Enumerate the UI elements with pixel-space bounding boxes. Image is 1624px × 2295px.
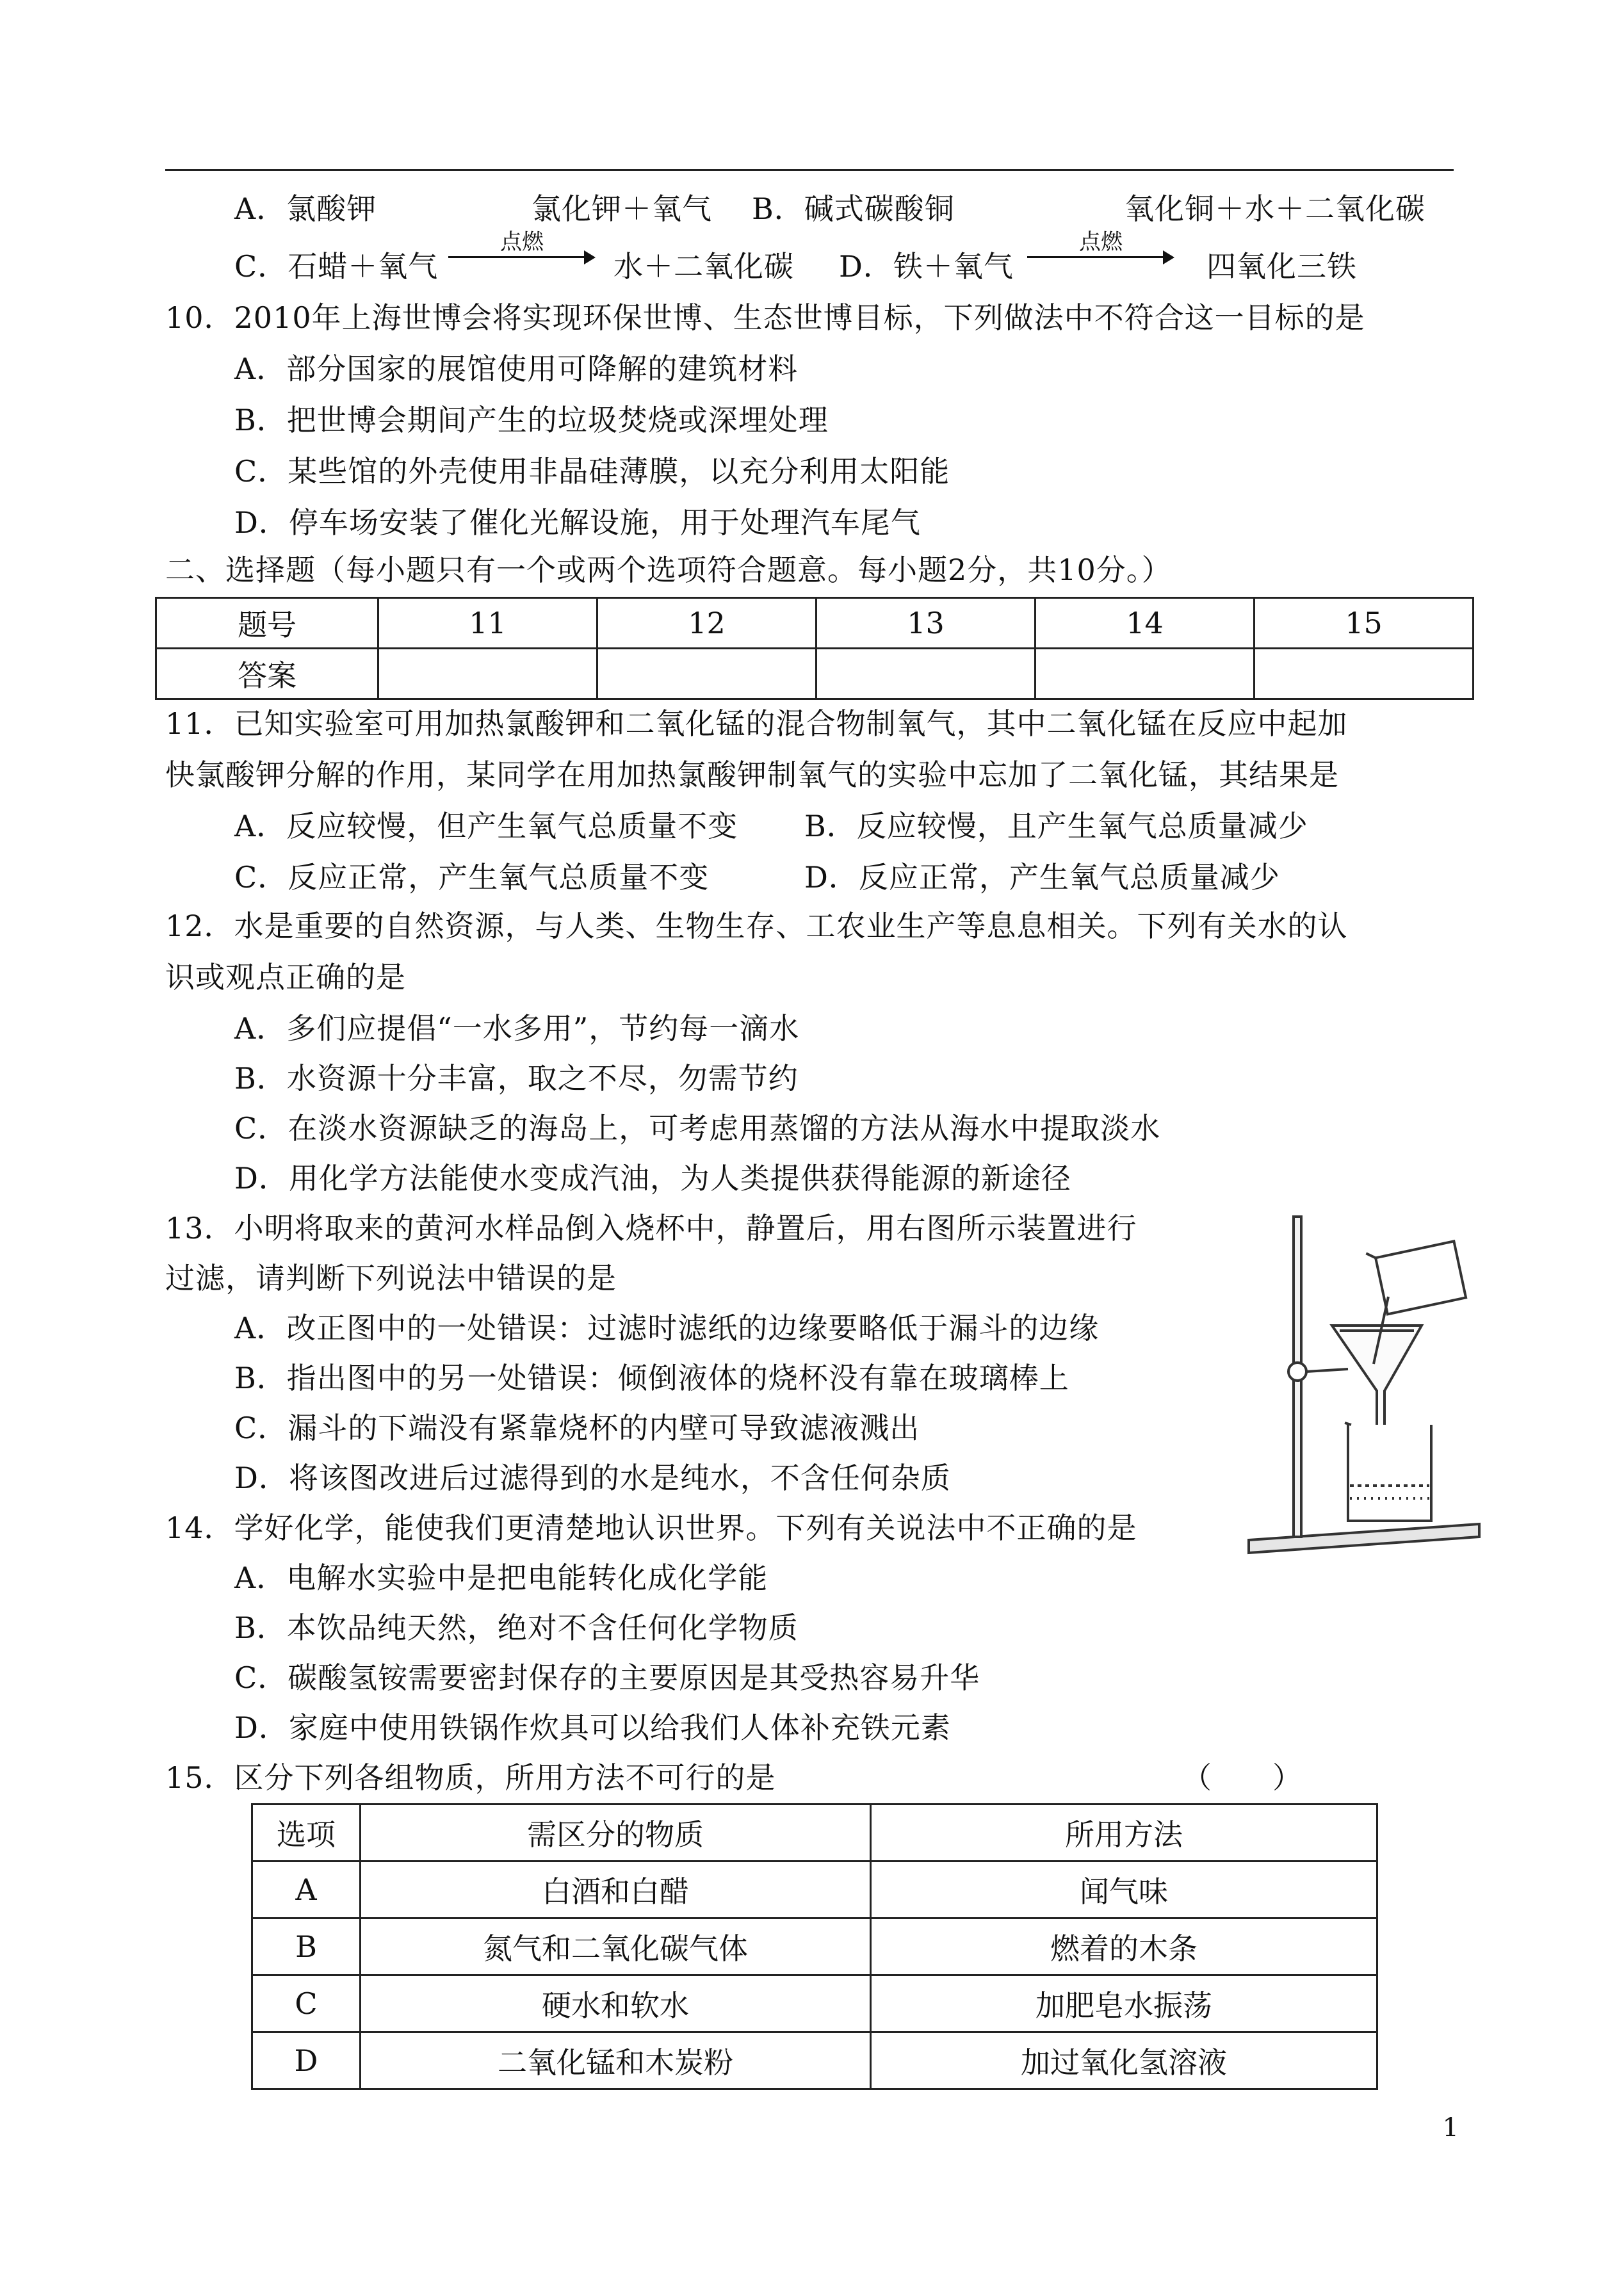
q14-option-b: B．本饮品纯天然，绝对不含任何化学物质	[234, 1610, 799, 1645]
q11-option-c: C．反应正常，产生氧气总质量不变	[234, 860, 710, 895]
answer-cell[interactable]	[597, 649, 816, 699]
q15-header-substances: 需区分的物质	[361, 1804, 871, 1861]
answer-cell[interactable]	[1035, 649, 1255, 699]
q15-table-row	[252, 1975, 1377, 2032]
q9-option-a: A．氯酸钾	[234, 191, 377, 226]
q13-stem-line1: 13．小明将取来的黄河水样品倒入烧杯中，静置后，用右图所示装置进行	[165, 1211, 1137, 1245]
q10-option-d: D．停车场安装了催化光解设施，用于处理汽车尾气	[234, 505, 921, 540]
q12-option-a: A．多们应提倡“一水多用”，节约每一滴水	[234, 1011, 800, 1046]
q9-d-reaction-arrow	[1027, 229, 1174, 269]
q12-stem-line1: 12．水是重要的自然资源，与人类、生物生存、工农业生产等息息相关。下列有关水的认	[165, 909, 1348, 943]
arrow-shaft	[448, 256, 587, 258]
q15-row-substances: 二氧化锰和木炭粉	[361, 2032, 871, 2089]
q12-stem-line2: 识或观点正确的是	[165, 960, 406, 994]
q15-row-option: D	[252, 2032, 361, 2089]
clamp-arm	[1306, 1369, 1348, 1372]
answer-table	[155, 597, 1474, 700]
answer-table-answer-row	[156, 649, 1474, 699]
pouring-beaker	[1366, 1235, 1466, 1317]
q11-option-d: D．反应正常，产生氧气总质量减少	[804, 860, 1280, 895]
q9-option-b-product: 氧化铜＋水＋二氧化碳	[1125, 191, 1425, 226]
answer-table-number: 15	[1255, 598, 1474, 649]
answer-table-label: 答案	[156, 649, 378, 699]
q9-option-b: B．碱式碳酸铜	[752, 191, 955, 226]
q12-option-c: C．在淡水资源缺乏的海岛上，可考虑用蒸馏的方法从海水中提取淡水	[234, 1111, 1161, 1146]
q10-stem: 10．2010年上海世博会将实现环保世博、生态世博目标，下列做法中不符合这一目标的是	[165, 300, 1365, 335]
q9-option-a-product: 氯化钾＋氧气	[532, 191, 712, 226]
arrow-shaft	[1027, 256, 1165, 258]
q15-table-row	[252, 2032, 1377, 2089]
q11-stem-line2: 快氯酸钾分解的作用，某同学在用加热氯酸钾制氧气的实验中忘加了二氧化锰，其结果是	[165, 758, 1339, 792]
q10-option-a: A．部分国家的展馆使用可降解的建筑材料	[234, 352, 799, 386]
q15-row-method: 加肥皂水振荡	[871, 1975, 1377, 2032]
q15-row-method: 加过氧化氢溶液	[871, 2032, 1377, 2089]
q15-header-option: 选项	[252, 1804, 361, 1861]
answer-table-label: 题号	[156, 598, 378, 649]
q11-stem-line1: 11．已知实验室可用加热氯酸钾和二氧化锰的混合物制氧气，其中二氧化锰在反应中起加	[165, 706, 1348, 741]
q13-option-c: C．漏斗的下端没有紧靠烧杯的内壁可导致滤液溅出	[234, 1411, 920, 1445]
q9-option-d-product: 四氧化三铁	[1206, 249, 1357, 284]
q15-row-substances: 氮气和二氧化碳气体	[361, 1918, 871, 1975]
q9-c-reaction-arrow	[448, 229, 596, 269]
arrow-head-icon	[1163, 250, 1174, 264]
q13-option-a: A．改正图中的一处错误：过滤时滤纸的边缘要略低于漏斗的边缘	[234, 1311, 1100, 1345]
top-rule	[165, 169, 1454, 171]
q9-option-c-product: 水＋二氧化碳	[613, 249, 794, 284]
q15-row-option: C	[252, 1975, 361, 2032]
q9-c-condition: 点燃	[500, 229, 544, 255]
q15-answer-blank[interactable]: （ ）	[1182, 1760, 1303, 1795]
q15-table-row	[252, 1918, 1377, 1975]
q15-row-substances: 硬水和软水	[361, 1975, 871, 2032]
q15-table-row	[252, 1861, 1377, 1918]
q14-option-c: C．碳酸氢铵需要密封保存的主要原因是其受热容易升华	[234, 1660, 980, 1695]
q15-row-substances: 白酒和白醋	[361, 1861, 871, 1918]
q15-stem: 15．区分下列各组物质，所用方法不可行的是	[165, 1760, 776, 1795]
q15-row-method: 燃着的木条	[871, 1918, 1377, 1975]
q13-option-b: B．指出图中的另一处错误：倾倒液体的烧杯没有靠在玻璃棒上	[234, 1361, 1069, 1395]
q15-row-option: A	[252, 1861, 361, 1918]
q14-stem: 14．学好化学，能使我们更清楚地认识世界。下列有关说法中不正确的是	[165, 1511, 1137, 1545]
q10-option-b: B．把世博会期间产生的垃圾焚烧或深埋处理	[234, 403, 829, 437]
q10-option-c: C．某些馆的外壳使用非晶硅薄膜，以充分利用太阳能	[234, 454, 950, 489]
answer-table-number: 13	[816, 598, 1035, 649]
stand-base	[1249, 1524, 1479, 1553]
q9-option-c: C．石蜡＋氧气	[234, 249, 439, 284]
stand-clamp	[1288, 1363, 1306, 1381]
page-number: 1	[1442, 2113, 1459, 2143]
answer-table-number-row	[156, 598, 1474, 649]
section2-heading: 二、选择题（每小题只有一个或两个选项符合题意。每小题2分，共10分。）	[165, 553, 1172, 587]
answer-table-number: 11	[378, 598, 597, 649]
q11-option-b: B．反应较慢，且产生氧气总质量减少	[804, 809, 1308, 843]
answer-cell[interactable]	[816, 649, 1035, 699]
arrow-head-icon	[584, 250, 596, 264]
q14-option-a: A．电解水实验中是把电能转化成化学能	[234, 1561, 768, 1595]
q14-option-d: D．家庭中使用铁锅作炊具可以给我们人体补充铁元素	[234, 1710, 951, 1745]
answer-cell[interactable]	[378, 649, 597, 699]
receiving-beaker	[1348, 1425, 1431, 1521]
q15-table	[251, 1803, 1378, 2090]
q9-option-d: D．铁＋氧气	[839, 249, 1014, 284]
q15-row-option: B	[252, 1918, 361, 1975]
q12-option-d: D．用化学方法能使水变成汽油，为人类提供获得能源的新途径	[234, 1161, 1071, 1196]
q12-option-b: B．水资源十分丰富，取之不尽，勿需节约	[234, 1061, 799, 1096]
q11-option-a: A．反应较慢，但产生氧气总质量不变	[234, 809, 738, 843]
q15-table-header	[252, 1804, 1377, 1861]
q15-row-method: 闻气味	[871, 1861, 1377, 1918]
answer-table-number: 14	[1035, 598, 1255, 649]
q15-header-method: 所用方法	[871, 1804, 1377, 1861]
q13-stem-line2: 过滤，请判断下列说法中错误的是	[165, 1261, 617, 1295]
q9-d-condition: 点燃	[1079, 229, 1123, 255]
filtration-apparatus-figure	[1236, 1204, 1492, 1562]
answer-cell[interactable]	[1255, 649, 1474, 699]
q13-option-d: D．将该图改进后过滤得到的水是纯水，不含任何杂质	[234, 1461, 951, 1495]
answer-table-number: 12	[597, 598, 816, 649]
